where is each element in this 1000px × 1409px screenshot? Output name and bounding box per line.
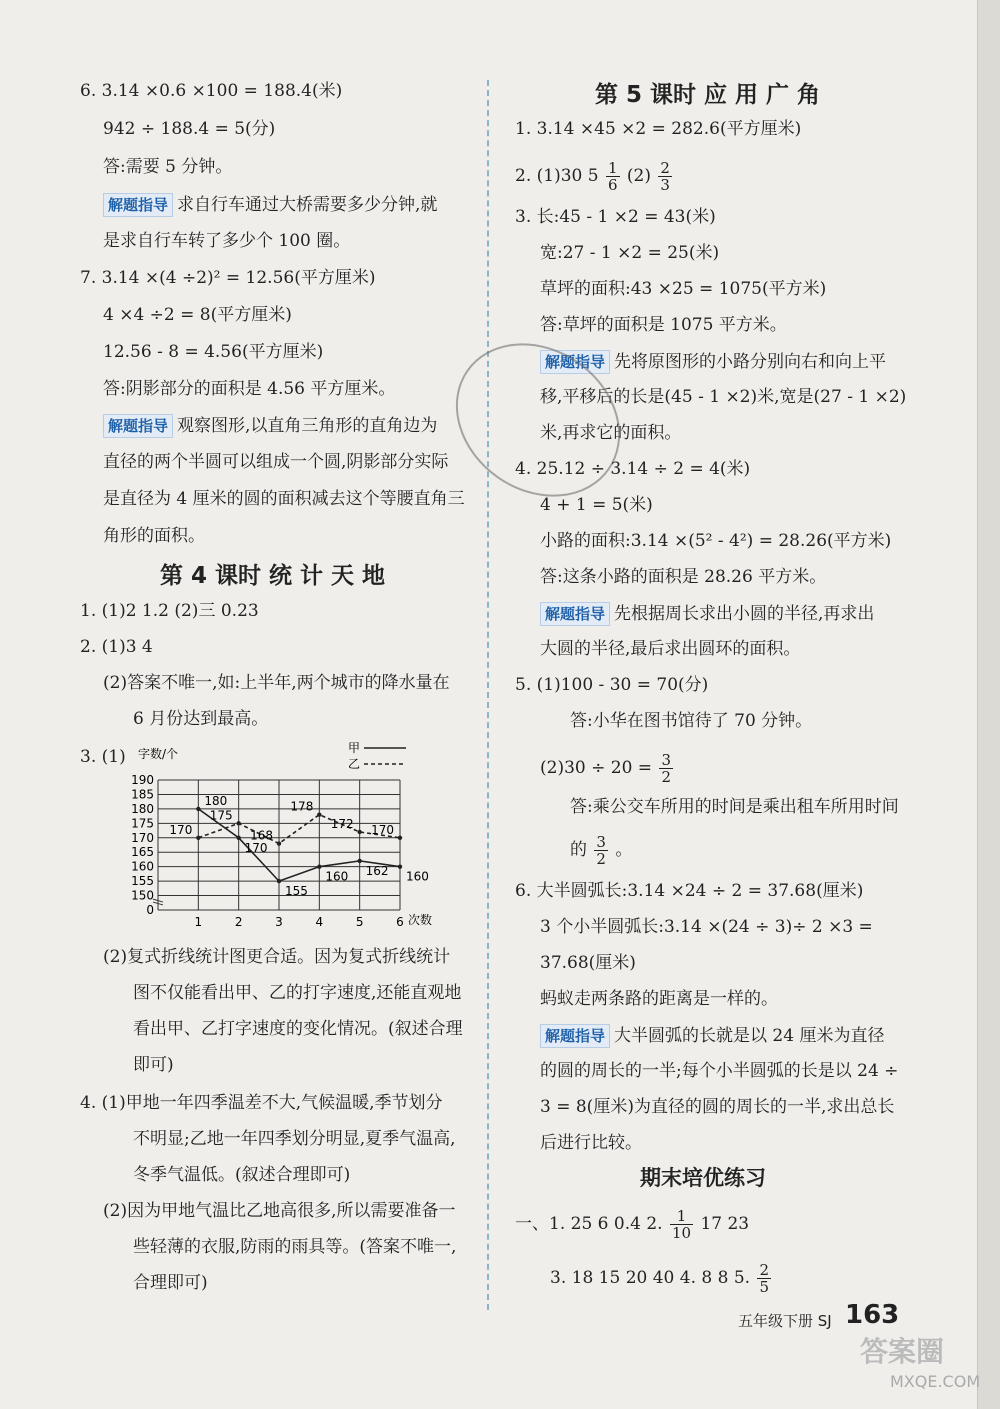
lesson5-q3-line2: 宽:27 - 1 ×2 = 25(米) <box>540 243 720 263</box>
lesson4-q2-line2: (2)答案不唯一,如:上半年,两个城市的降水量在 <box>103 673 450 693</box>
chart-y-ticks <box>131 773 154 917</box>
x-tick-label: 1 <box>194 915 203 929</box>
answer-6-line1: 6. 3.14 ×0.6 ×100 = 188.4(米) <box>80 81 343 101</box>
hint-q4-line2: 大圆的半径,最后求出圆环的面积。 <box>540 639 801 659</box>
series-2-point <box>277 841 281 845</box>
y-tick-label: 175 <box>131 816 154 831</box>
lesson4-q4-line5: 些轻薄的衣服,防雨的雨具等。(答案不唯一, <box>133 1237 457 1257</box>
lesson4-q4-line6: 合理即可) <box>133 1273 208 1293</box>
hint-text: 先将原图形的小路分别向右和向上平 <box>614 352 887 372</box>
legend-series-1-label: 甲 <box>348 741 361 755</box>
y-tick-label: 170 <box>131 830 154 845</box>
data-label: 178 <box>290 799 314 814</box>
hint-text: 观察图形,以直角三角形的直角边为 <box>177 416 438 436</box>
lesson4-q4-line2: 不明显;乙地一年四季划分明显,夏季气温高, <box>133 1129 456 1149</box>
lesson4-q2-line3: 6 月份达到最高。 <box>133 709 269 729</box>
data-label: 180 <box>204 793 228 808</box>
series-2-point <box>357 830 361 834</box>
fraction: $\frac{2}{3}$ <box>660 159 670 194</box>
data-label: 170 <box>169 822 193 837</box>
y-tick-label: 150 <box>131 888 154 903</box>
x-tick-label: 5 <box>355 915 364 929</box>
data-label: 160 <box>406 869 429 884</box>
x-tick-label: 4 <box>315 915 324 929</box>
lesson4-q3-part2-line1: (2)复式折线统计图更合适。因为复式折线统计 <box>103 947 451 967</box>
final-text: 一、1. 25 6 0.4 2. <box>515 1214 663 1234</box>
answer-6-line2: 942 ÷ 188.4 = 5(分) <box>103 119 276 139</box>
series-2-point <box>236 821 240 825</box>
series-2-point <box>398 836 402 840</box>
lesson5-q5-line2: 答:小华在图书馆待了 70 分钟。 <box>570 711 813 731</box>
y-tick-label: 0 <box>146 903 154 917</box>
data-label: 160 <box>325 869 349 884</box>
hint-q6-line2: 的圆的周长的一半;每个小半圆弧的长是以 24 ÷ <box>540 1061 899 1081</box>
series-2-point <box>196 836 200 840</box>
y-tick-label: 180 <box>131 801 154 816</box>
lesson5-q3: 3. 长:45 - 1 ×2 = 43(米) <box>515 207 716 227</box>
lesson5-q4-line3: 小路的面积:3.14 ×(5² - 4²) = 28.26(平方米) <box>540 531 892 551</box>
series-1-point <box>196 807 200 811</box>
lesson4-q1: 1. (1)2 1.2 (2)三 0.23 <box>80 601 259 621</box>
x-tick-label: 6 <box>396 915 404 929</box>
lesson5-q6: 6. 大半圆弧长:3.14 ×24 ÷ 2 = 37.68(厘米) <box>515 881 864 901</box>
hint-q4-line1 <box>540 602 874 626</box>
lesson4-q4-line3: 冬季气温低。(叙述合理即可) <box>133 1165 351 1185</box>
lesson4-q3-part2-line2: 图不仅能看出甲、乙的打字速度,还能直观地 <box>133 983 462 1003</box>
page-edge <box>977 0 1000 1409</box>
fraction: $\frac{3}{2}$ <box>661 751 671 786</box>
q2-text: 2. (1)30 5 <box>515 166 599 186</box>
answer-6-line3: 答:需要 5 分钟。 <box>103 157 233 177</box>
hint-q3-line3: 米,再求它的面积。 <box>540 423 682 443</box>
series-1-point <box>317 864 321 868</box>
hint-6-line2: 是求自行车转了多少个 100 圈。 <box>103 231 351 251</box>
typing-speed-line-chart <box>110 738 470 938</box>
lesson5-q2 <box>515 160 674 193</box>
chart-data-labels <box>169 794 428 898</box>
hint-q6-line1 <box>540 1024 884 1048</box>
data-label: 168 <box>250 828 273 843</box>
lesson4-q4-line1: 4. (1)甲地一年四季温差不大,气候温暖,季节划分 <box>80 1093 443 1113</box>
final-text-2: 17 23 <box>700 1214 750 1234</box>
q5-text: 的 <box>570 840 587 860</box>
hint-text: 先根据周长求出小圆的半径,再求出 <box>614 604 875 624</box>
lesson5-q4-line4: 答:这条小路的面积是 28.26 平方米。 <box>540 567 827 587</box>
q2-text-2: (2) <box>626 166 652 186</box>
hint-tag: 解题指导 <box>540 602 610 626</box>
y-tick-label: 160 <box>131 859 154 874</box>
section-title-lesson4: 第 4 课时 统 计 天 地 <box>160 563 386 589</box>
data-label: 162 <box>365 863 389 878</box>
answer-7-line1: 7. 3.14 ×(4 ÷2)² = 12.56(平方厘米) <box>80 268 376 288</box>
hint-q3-line2: 移,平移后的长是(45 - 1 ×2)米,宽是(27 - 1 ×2) <box>540 387 907 407</box>
data-label: 172 <box>330 817 354 831</box>
lesson5-q1: 1. 3.14 ×45 ×2 = 282.6(平方厘米) <box>515 119 802 139</box>
fraction: $\frac{3}{2}$ <box>596 833 606 868</box>
chart-grid <box>153 780 400 910</box>
watermark-stamp <box>438 320 638 520</box>
answer-7-line3: 12.56 - 8 = 4.56(平方厘米) <box>103 342 324 362</box>
lesson5-q5-line3 <box>540 752 675 785</box>
final-line1 <box>515 1208 749 1241</box>
series-1-point <box>398 864 402 868</box>
legend-series-2-label: 乙 <box>348 757 361 771</box>
y-tick-label: 165 <box>131 845 154 860</box>
y-tick-label: 190 <box>131 773 154 787</box>
hint-tag: 解题指导 <box>103 414 173 438</box>
final-line2 <box>550 1262 773 1295</box>
site-watermark-url: MXQE.COM <box>890 1372 981 1391</box>
hint-tag: 解题指导 <box>540 1024 610 1048</box>
hint-q6-line4: 后进行比较。 <box>540 1133 642 1153</box>
final-text: 3. 18 15 20 40 4. 8 8 5. <box>550 1268 751 1288</box>
lesson5-q5-line4: 答:乘公交车所用的时间是乘出租车所用时间 <box>570 797 899 817</box>
lesson5-q3-line3: 草坪的面积:43 ×25 = 1075(平方米) <box>540 279 827 299</box>
chart-x-axis-label: 次数 <box>408 913 433 927</box>
hint-6-line1 <box>103 193 437 217</box>
hint-q6-line3: 3 = 8(厘米)为直径的圆的周长的一半,求出总长 <box>540 1097 895 1117</box>
lesson5-q5: 5. (1)100 - 30 = 70(分) <box>515 675 709 695</box>
series-1-point <box>357 859 361 863</box>
section-title-lesson5: 第 5 课时 应 用 广 角 <box>595 82 821 108</box>
lesson5-q6-line4: 蚂蚁走两条路的距离是一样的。 <box>540 989 778 1009</box>
q5-text: (2)30 ÷ 20 = <box>540 758 653 778</box>
lesson4-q2: 2. (1)3 4 <box>80 637 153 657</box>
lesson4-q3-part2-line3: 看出甲、乙打字速度的变化情况。(叙述合理 <box>133 1019 463 1039</box>
hint-7-line2: 直径的两个半圆可以组成一个圆,阴影部分实际 <box>103 452 449 472</box>
hint-tag: 解题指导 <box>103 193 173 217</box>
hint-7-line1 <box>103 414 437 438</box>
lesson4-q3-part2-line4: 即可) <box>133 1055 174 1075</box>
x-tick-label: 2 <box>234 915 243 929</box>
chart-x-ticks <box>195 915 404 929</box>
data-label: 170 <box>371 822 394 837</box>
column-divider <box>487 80 489 1310</box>
page-number: 163 <box>845 1300 900 1330</box>
fraction: $\frac{1}{6}$ <box>607 159 618 194</box>
chart-y-axis-label: 字数/个 <box>138 747 179 761</box>
hint-text: 求自行车通过大桥需要多少分钟,就 <box>177 195 438 215</box>
lesson5-q5-line5 <box>570 834 632 867</box>
hint-text: 大半圆弧的长就是以 24 厘米为直径 <box>614 1026 885 1046</box>
series-1-point <box>236 836 240 840</box>
x-tick-label: 3 <box>275 915 283 929</box>
fraction: $\frac{1}{10}$ <box>671 1207 692 1242</box>
section-title-final: 期末培优练习 <box>640 1166 766 1190</box>
fraction: $\frac{2}{5}$ <box>759 1261 770 1296</box>
lesson5-q6-line2: 3 个小半圆弧长:3.14 ×(24 ÷ 3)÷ 2 ×3 = <box>540 917 873 937</box>
lesson5-q6-line3: 37.68(厘米) <box>540 953 636 973</box>
hint-7-line3: 是直径为 4 厘米的圆的面积减去这个等腰直角三 <box>103 489 465 509</box>
data-label: 175 <box>209 808 233 823</box>
series-1-point <box>277 879 281 883</box>
footer-grade: 五年级下册 SJ <box>738 1312 832 1330</box>
data-label: 155 <box>285 884 308 899</box>
hint-tag: 解题指导 <box>540 350 610 374</box>
y-tick-label: 155 <box>131 874 154 889</box>
hint-7-line4: 角形的面积。 <box>103 526 205 546</box>
answer-7-line2: 4 ×4 ÷2 = 8(平方厘米) <box>103 305 292 325</box>
site-watermark-logo: 答案圈 <box>860 1335 945 1368</box>
lesson5-q4: 4. 25.12 ÷ 3.14 ÷ 2 = 4(米) <box>515 459 751 479</box>
lesson4-q4-line4: (2)因为甲地气温比乙地高很多,所以需要准备一 <box>103 1201 456 1221</box>
lesson5-q4-line2: 4 + 1 = 5(米) <box>540 495 653 515</box>
y-tick-label: 185 <box>131 787 154 802</box>
answer-7-line4: 答:阴影部分的面积是 4.56 平方厘米。 <box>103 379 396 399</box>
lesson5-q3-line4: 答:草坪的面积是 1075 平方米。 <box>540 315 787 335</box>
data-label: 170 <box>244 840 268 855</box>
q5-text-end: 。 <box>615 840 633 860</box>
series-2-point <box>317 812 321 816</box>
lesson4-q3: 3. (1) <box>80 747 126 767</box>
